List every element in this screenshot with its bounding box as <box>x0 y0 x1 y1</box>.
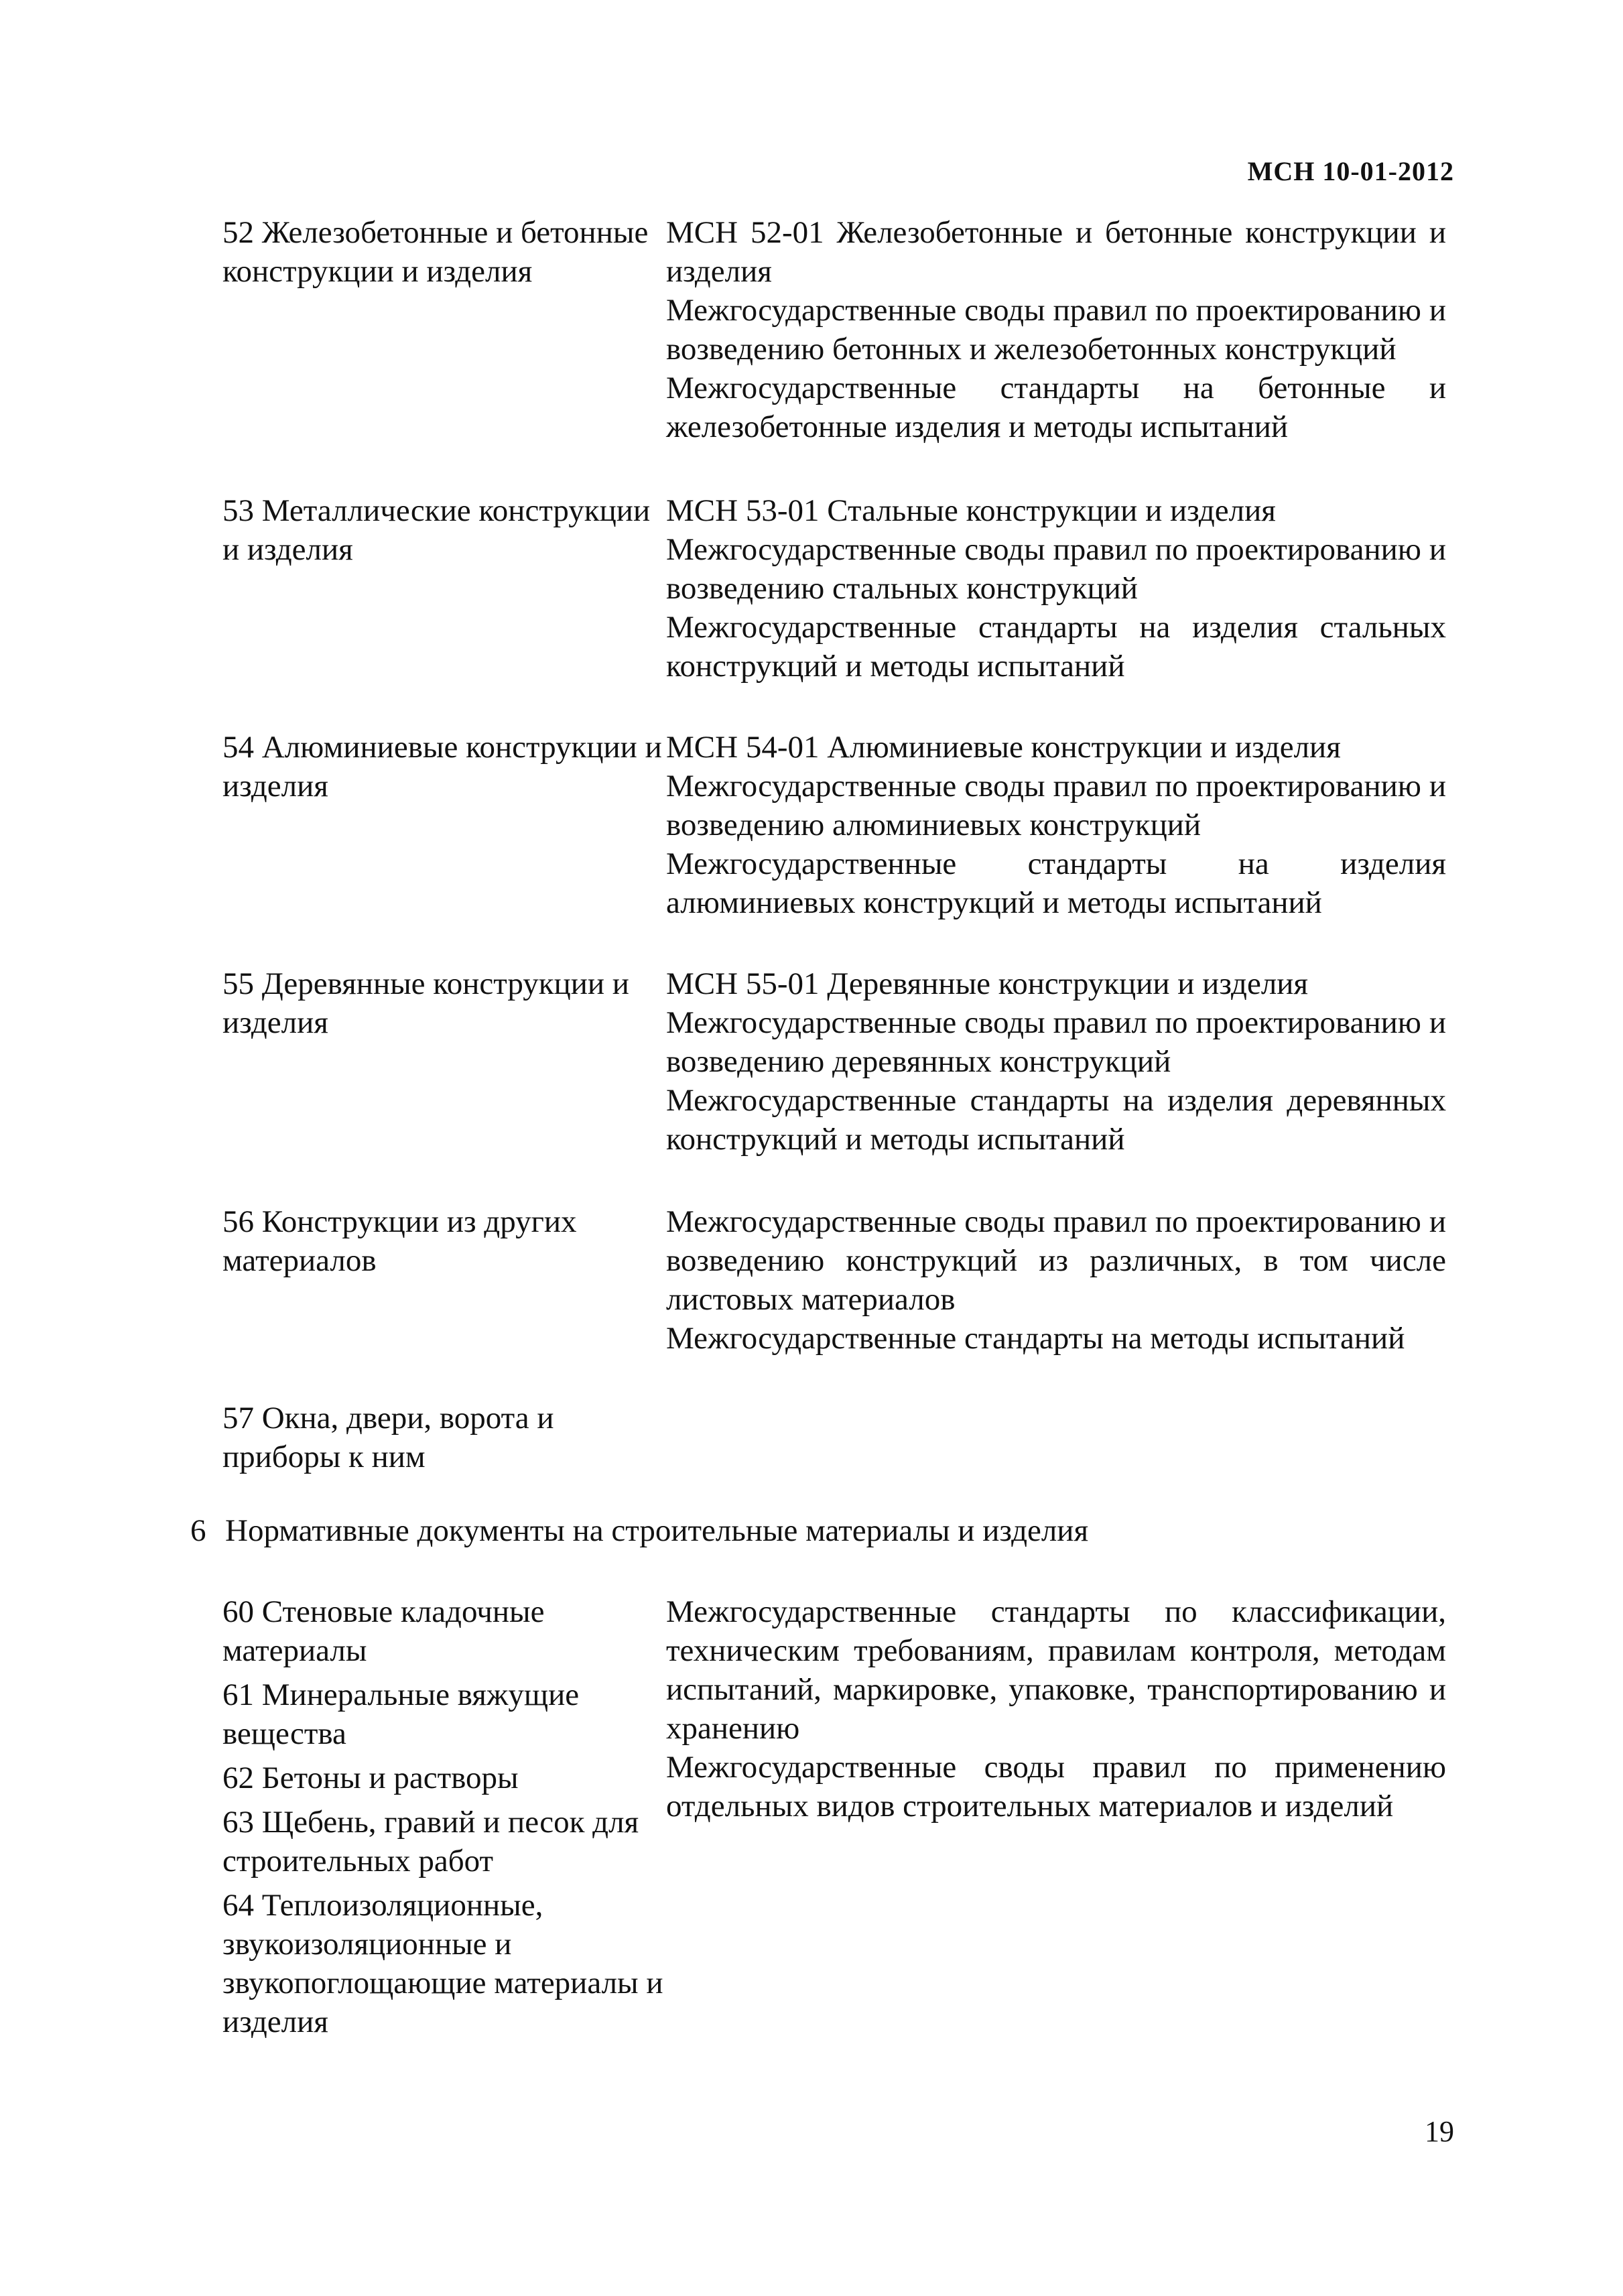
row-category: 52 Железобетонные и бетонные конструкции и изделия <box>222 215 649 289</box>
document-entry: Межгосударственные своды правил по проектированию и возведению стальных конструкций <box>666 532 1446 606</box>
row-documents <box>666 1202 1446 1358</box>
document-entry: МСН 52-01 Железобетонные и бетонные конструкции и изделия <box>666 215 1446 289</box>
row-category: 55 Деревянные конструкции и изделия <box>222 966 629 1040</box>
row-category: 53 Металлические конструкции и изделия <box>222 493 651 567</box>
document-entry: Межгосударственные стандарты на изделия алюминиевых конструкций и методы испытаний <box>666 846 1446 920</box>
document-entry: Межгосударственные своды правил по проектированию и возведению деревянных конструкций <box>666 1005 1446 1079</box>
document-entry: Межгосударственные стандарты на изделия стальных конструкций и методы испытаний <box>666 610 1446 684</box>
document-entry: Межгосударственные своды правил по проектированию и возведению бетонных и железобетонных конструкций <box>666 293 1446 367</box>
section-number: 6 <box>190 1513 206 1548</box>
document-entry: Межгосударственные своды правил по проектированию и возведению алюминиевых конструкций <box>666 769 1446 842</box>
document-entry: Межгосударственные стандарты на бетонные и железобетонные изделия и методы испытаний <box>666 371 1446 444</box>
list-item: 61 Минеральные вяжущие вещества <box>222 1677 580 1751</box>
row-documents <box>666 213 1446 446</box>
table-row <box>222 1202 1446 1358</box>
section-heading <box>190 1511 1088 1550</box>
list-item: 63 Щебень, гравий и песок для строительных работ <box>222 1805 639 1878</box>
row-documents <box>666 491 1446 686</box>
table-row <box>222 491 1446 686</box>
table-row <box>222 1399 1446 1476</box>
row-category: 56 Конструкции из других материалов <box>222 1204 577 1278</box>
document-entry: МСН 53-01 Стальные конструкции и изделия <box>666 493 1276 528</box>
document-entry: МСН 55-01 Деревянные конструкции и изделия <box>666 966 1309 1001</box>
page-number: 19 <box>1425 2115 1454 2148</box>
document-code: МСН 10-01-2012 <box>1247 156 1454 186</box>
list-item: 64 Теплоизоляционные, звукоизоляционные и звукопоглощающие материалы и изделия <box>222 1888 663 2039</box>
document-entry: Межгосударственные стандарты по классификации, техническим требованиям, правилам контроля, методам испытаний, маркировке, упаковке, транспортированию и хранению <box>666 1594 1446 1746</box>
row-documents <box>666 964 1446 1159</box>
document-entry: Межгосударственные своды правил по проектированию и возведению конструкций из различных, в том числе листовых материалов <box>666 1204 1446 1317</box>
table-row <box>222 213 1446 446</box>
document-entry: Межгосударственные стандарты на методы испытаний <box>666 1321 1405 1356</box>
document-entry: МСН 54-01 Алюминиевые конструкции и изделия <box>666 730 1341 765</box>
document-entry: Межгосударственные своды правил по применению отдельных видов строительных материалов и изделий <box>666 1750 1446 1824</box>
row-documents <box>666 728 1446 922</box>
list-item: 60 Стеновые кладочные материалы <box>222 1594 545 1668</box>
row-category: 54 Алюминиевые конструкции и изделия <box>222 730 662 804</box>
row-category: 57 Окна, двери, ворота и приборы к ним <box>222 1401 554 1474</box>
section-items <box>222 1592 666 2047</box>
table-row <box>222 728 1446 922</box>
section-title: Нормативные документы на строительные материалы и изделия <box>225 1513 1089 1548</box>
list-item: 62 Бетоны и растворы <box>222 1761 519 1795</box>
table-row <box>222 964 1446 1159</box>
row-documents <box>666 1399 1446 1476</box>
document-entry: Межгосударственные стандарты на изделия деревянных конструкций и методы испытаний <box>666 1083 1446 1157</box>
section-documents <box>666 1592 1446 1826</box>
